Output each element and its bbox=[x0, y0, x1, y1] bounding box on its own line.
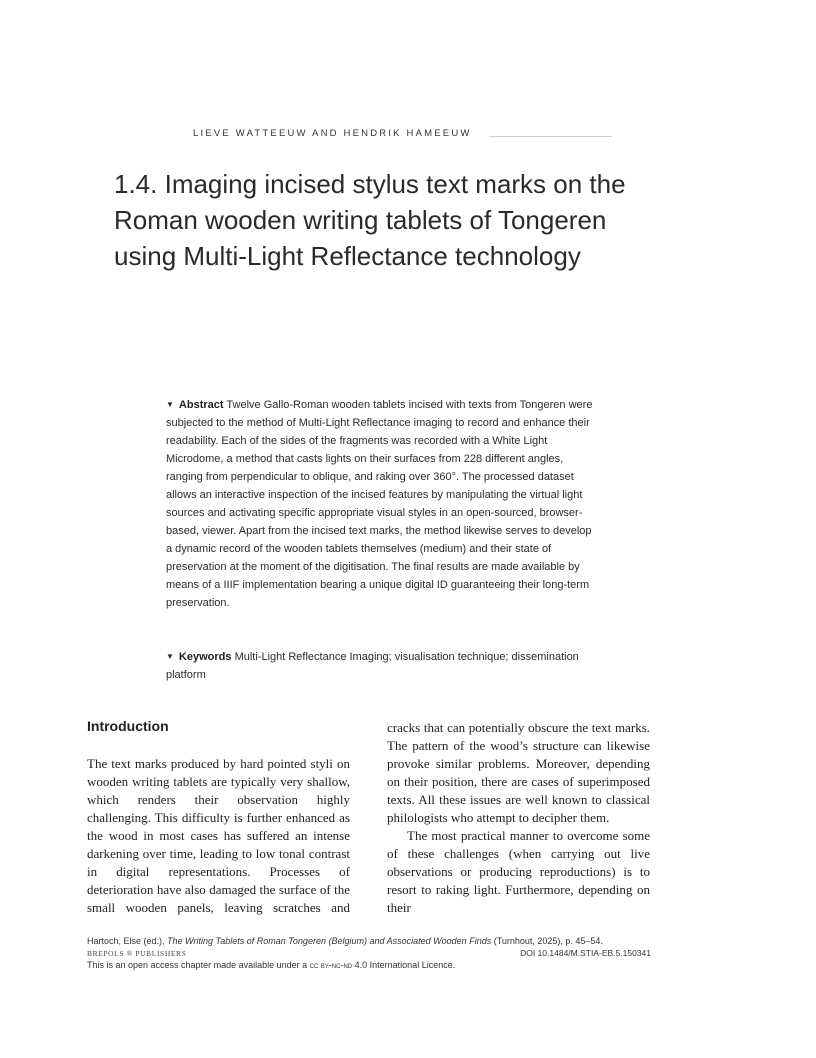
triangle-down-icon: ▼ bbox=[166, 400, 174, 409]
license-code: cc by-nc-nd 4.0 bbox=[309, 960, 368, 970]
body-column-right bbox=[387, 719, 650, 917]
page-footer bbox=[87, 935, 651, 972]
body-column-left bbox=[87, 755, 350, 917]
book-title: The Writing Tablets of Roman Tongeren (Belgium) and Associated Wooden Finds bbox=[167, 936, 492, 946]
abstract bbox=[166, 396, 596, 612]
author-names: LIEVE WATTEEUW AND HENDRIK HAMEEUW bbox=[193, 128, 472, 139]
keywords-label: Keywords bbox=[178, 651, 232, 663]
introduction-paragraph-1-part-2: cracks that can potentially obscure the text marks. The pattern of the wood’s structure can likewise provoke similar problems. Moreover, depending on their position, there are cases of superimposed texts. All these issues are well known to classical philologists who attempt to decipher them. bbox=[387, 720, 650, 825]
license-statement: This is an open access chapter made available under a cc by-nc-nd 4.0 International Licence. bbox=[87, 960, 456, 970]
doi: DOI 10.1484/M.STIA-EB.5.150341 bbox=[520, 948, 651, 958]
introduction-paragraph-2: The most practical manner to overcome some of these challenges (when carrying out live observations or producing reproductions) is to resort to raking light. Furthermore, depending on their bbox=[387, 828, 650, 915]
publisher-name: BREPOLS ® PUBLISHERS bbox=[87, 949, 187, 958]
introduction-paragraph-1-part-1: The text marks produced by hard pointed styli on wooden writing tablets are typically very shallow, which renders their observation highly challenging. This difficulty is further enhanced as the wood in most cases has suffered an intense darkening over time, leading to low tonal contrast in digital representations. Processes of deterioration have also damaged the surface of the small wooden panels, leaving scratches and bbox=[87, 756, 350, 915]
abstract-label: Abstract bbox=[178, 399, 224, 411]
chapter-title: 1.4. Imaging incised stylus text marks on the Roman wooden writing tablets of Tongeren using Multi-Light Reflectance technology bbox=[114, 169, 626, 271]
header-rule bbox=[489, 136, 612, 137]
triangle-down-icon: ▼ bbox=[166, 652, 174, 661]
section-heading-introduction: Introduction bbox=[87, 718, 169, 734]
abstract-text: Twelve Gallo-Roman wooden tablets incised with texts from Tongeren were subjected to the method of Multi-Light Reflectance imaging to record and enhance their readability. Each of the sides of the fragments was recorded with a White Light Microdome, a method that casts lights on their surfaces from 228 different angles, ranging from perpendicular to oblique, and raking over 360°. The processed dataset allows an interactive inspection of the incised features by manipulating the virtual light sources and activating specific appropriate visual styles in an open-sourced, browser-based, viewer. Apart from the incised text marks, the method likewise serves to develop a dynamic record of the wooden tablets themselves (medium) and their state of preservation at the moment of the digitisation. The final results are made available by means of a IIIF implementation bearing a unique digital ID guaranteeing their long-term preservation. bbox=[166, 399, 593, 609]
keywords-text: Multi-Light Reflectance Imaging; visualisation technique; dissemination platform bbox=[166, 651, 579, 681]
book-citation: Hartoch, Else (ed.), The Writing Tablets of Roman Tongeren (Belgium) and Associated Wooden Finds (Turnhout, 2025), p. 45–54. bbox=[87, 936, 603, 946]
keywords bbox=[166, 648, 596, 684]
